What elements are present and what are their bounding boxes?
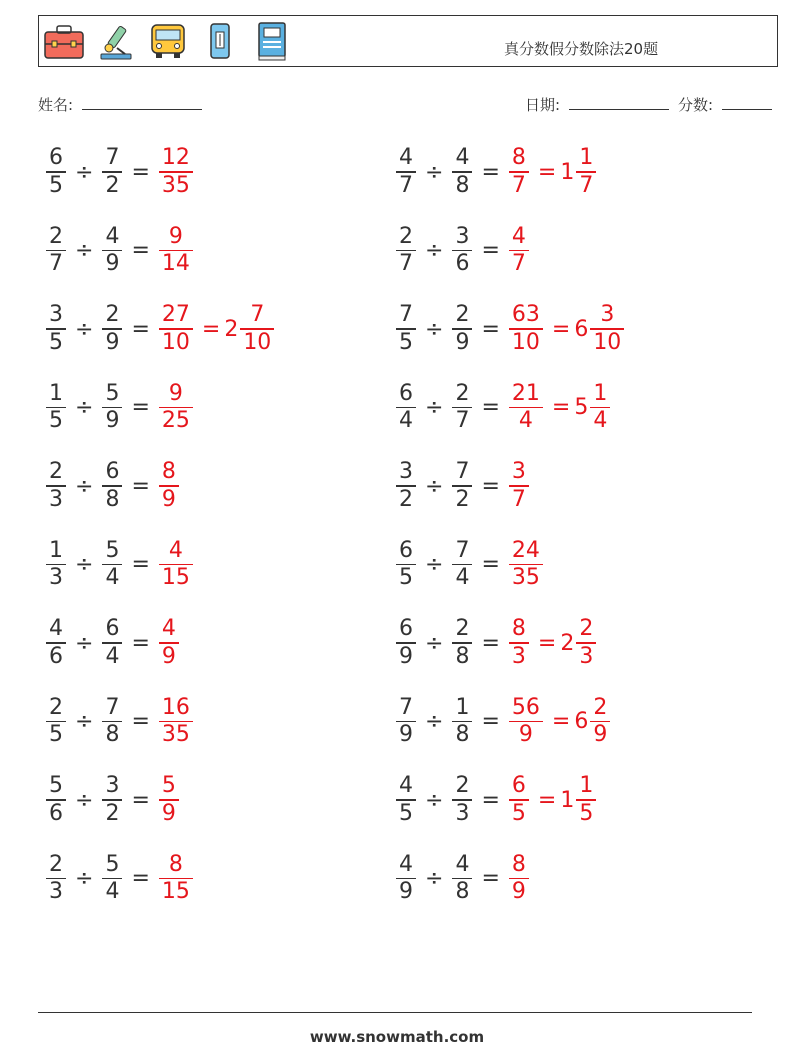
answer-fraction-numerator: 8 xyxy=(168,851,183,877)
name-blank xyxy=(82,95,202,110)
equals-sign: = xyxy=(131,709,150,734)
score-field xyxy=(678,94,772,115)
answer-fraction-numerator: 4 xyxy=(168,537,183,563)
equals-sign-mixed: = xyxy=(537,159,557,185)
problem-item xyxy=(45,378,194,438)
divisor-fraction-denominator: 2 xyxy=(105,800,120,826)
equals-sign: = xyxy=(481,316,500,342)
divisor-fraction xyxy=(452,224,472,278)
dividend-fraction xyxy=(396,852,416,906)
dividend-fraction-denominator: 2 xyxy=(399,486,413,512)
dividend-fraction-denominator: 5 xyxy=(49,172,63,198)
school-bus-icon xyxy=(147,20,189,62)
problem-item xyxy=(45,142,194,202)
divide-sign: ÷ xyxy=(75,159,94,185)
dividend-fraction xyxy=(396,224,416,278)
answer-fraction-numerator: 3 xyxy=(511,459,526,485)
problem-item xyxy=(45,692,194,752)
equals-sign: = xyxy=(131,395,150,420)
divisor-fraction xyxy=(102,381,122,435)
equals-sign: = xyxy=(131,630,150,656)
divisor-fraction xyxy=(102,852,122,906)
dividend-fraction xyxy=(396,302,416,356)
answer-fraction-denominator: 35 xyxy=(161,172,190,198)
answer-fraction xyxy=(509,145,529,199)
answer-fraction xyxy=(509,381,543,435)
divisor-fraction-denominator: 7 xyxy=(455,408,470,434)
answer-fraction-numerator: 8 xyxy=(511,616,526,642)
dividend-fraction-denominator: 9 xyxy=(399,879,413,905)
answer-fraction xyxy=(509,302,543,356)
equals-sign: = xyxy=(481,473,500,499)
answer-fraction-numerator: 8 xyxy=(511,851,526,877)
dividend-fraction xyxy=(46,773,66,827)
dividend-fraction-denominator: 3 xyxy=(49,565,63,591)
divisor-fraction-denominator: 8 xyxy=(105,486,120,512)
answer-fraction xyxy=(509,224,529,278)
divide-sign: ÷ xyxy=(425,866,444,891)
dividend-fraction-denominator: 5 xyxy=(399,565,413,591)
answer-fraction-denominator: 9 xyxy=(161,486,176,512)
answer-fraction-numerator: 21 xyxy=(511,380,540,406)
answer-fraction-numerator: 63 xyxy=(511,302,540,328)
mixed-fraction-denominator: 7 xyxy=(579,172,594,198)
problem-item xyxy=(45,299,275,359)
divisor-fraction-numerator: 7 xyxy=(455,459,470,485)
name-label: 姓名: xyxy=(38,96,74,114)
answer-fraction xyxy=(159,852,193,906)
mixed-fraction xyxy=(576,145,596,199)
footer-divider xyxy=(38,1012,752,1013)
microscope-icon xyxy=(95,20,137,62)
dividend-fraction-denominator: 3 xyxy=(49,879,63,905)
answer-fraction-numerator: 27 xyxy=(161,302,190,328)
answer-fraction-denominator: 5 xyxy=(511,800,526,826)
divisor-fraction-denominator: 2 xyxy=(105,172,120,198)
dividend-fraction-numerator: 2 xyxy=(49,851,63,877)
dividend-fraction-numerator: 4 xyxy=(49,616,63,642)
answer-fraction-numerator: 5 xyxy=(161,773,176,799)
divisor-fraction-denominator: 4 xyxy=(455,565,470,591)
dividend-fraction-denominator: 7 xyxy=(399,251,413,277)
divide-sign: ÷ xyxy=(75,238,94,263)
divide-sign: ÷ xyxy=(425,159,444,185)
answer-fraction-numerator: 9 xyxy=(168,223,183,249)
divide-sign: ÷ xyxy=(75,866,94,891)
dividend-fraction-denominator: 6 xyxy=(49,643,63,669)
mixed-fraction xyxy=(590,381,610,435)
problem-item xyxy=(395,299,625,359)
answer-fraction xyxy=(509,459,529,513)
divisor-fraction xyxy=(452,616,472,670)
divisor-fraction-numerator: 2 xyxy=(455,616,470,642)
equals-sign-mixed: = xyxy=(551,316,571,342)
divisor-fraction-numerator: 5 xyxy=(105,851,120,877)
divisor-fraction-denominator: 8 xyxy=(455,643,470,669)
divide-sign: ÷ xyxy=(425,630,444,656)
answer-fraction xyxy=(509,695,543,749)
divisor-fraction xyxy=(102,459,122,513)
divisor-fraction xyxy=(452,381,472,435)
score-blank xyxy=(722,95,772,110)
dividend-fraction-numerator: 4 xyxy=(399,773,413,799)
divisor-fraction xyxy=(102,302,122,356)
book-icon xyxy=(251,20,293,62)
answer-fraction xyxy=(509,616,529,670)
divisor-fraction-denominator: 2 xyxy=(455,486,470,512)
problem-item xyxy=(395,535,544,595)
mixed-fraction-denominator: 9 xyxy=(593,722,608,748)
answer-fraction-numerator: 4 xyxy=(511,223,526,249)
worksheet-header xyxy=(38,15,778,67)
divide-sign: ÷ xyxy=(75,473,94,499)
equals-sign: = xyxy=(131,473,150,499)
divisor-fraction-denominator: 4 xyxy=(105,565,120,591)
problem-item xyxy=(45,456,180,516)
dividend-fraction-numerator: 6 xyxy=(399,537,413,563)
dividend-fraction-denominator: 4 xyxy=(399,408,413,434)
equals-sign: = xyxy=(481,395,500,420)
footer-url: www.snowmath.com xyxy=(309,1028,485,1046)
divisor-fraction-numerator: 2 xyxy=(455,773,470,799)
divisor-fraction-numerator: 3 xyxy=(105,773,120,799)
problem-item xyxy=(395,378,611,438)
answer-fraction-numerator: 56 xyxy=(511,694,540,720)
problem-item xyxy=(395,849,530,909)
divisor-fraction xyxy=(102,538,122,592)
mixed-fraction-denominator: 10 xyxy=(593,329,622,355)
mixed-whole-number: 1 xyxy=(560,159,575,185)
dividend-fraction-numerator: 3 xyxy=(49,302,63,328)
answer-fraction-numerator: 4 xyxy=(161,616,176,642)
divide-sign: ÷ xyxy=(425,787,444,813)
divisor-fraction xyxy=(452,145,472,199)
answer-fraction-numerator: 8 xyxy=(161,459,176,485)
equals-sign: = xyxy=(131,787,150,813)
problem-item xyxy=(395,142,597,202)
mixed-fraction-numerator: 1 xyxy=(593,380,608,406)
equals-sign-mixed: = xyxy=(537,787,557,813)
divide-sign: ÷ xyxy=(75,709,94,734)
answer-fraction-denominator: 35 xyxy=(511,565,540,591)
divisor-fraction xyxy=(452,695,472,749)
divisor-fraction-denominator: 6 xyxy=(455,251,470,277)
divisor-fraction-denominator: 9 xyxy=(105,408,120,434)
answer-fraction-denominator: 7 xyxy=(511,172,526,198)
divisor-fraction-numerator: 7 xyxy=(105,145,120,171)
divisor-fraction xyxy=(102,145,122,199)
answer-fraction-numerator: 6 xyxy=(511,773,526,799)
answer-fraction-numerator: 16 xyxy=(161,694,190,720)
answer-fraction xyxy=(159,224,193,278)
answer-fraction-denominator: 14 xyxy=(161,251,190,277)
answer-fraction-numerator: 8 xyxy=(511,145,526,171)
answer-fraction-denominator: 25 xyxy=(161,408,190,434)
divisor-fraction-numerator: 5 xyxy=(105,380,120,406)
dividend-fraction xyxy=(46,695,66,749)
equals-sign: = xyxy=(131,159,150,185)
answer-fraction-denominator: 35 xyxy=(161,722,190,748)
equals-sign: = xyxy=(481,866,500,891)
score-label: 分数: xyxy=(678,96,714,114)
dividend-fraction xyxy=(396,773,416,827)
dividend-fraction xyxy=(46,616,66,670)
dividend-fraction xyxy=(396,145,416,199)
problem-item xyxy=(45,613,180,673)
mixed-fraction xyxy=(576,616,596,670)
name-field xyxy=(38,94,202,115)
answer-fraction xyxy=(159,616,179,670)
dividend-fraction-denominator: 3 xyxy=(49,486,63,512)
mixed-fraction-numerator: 1 xyxy=(579,145,594,171)
mixed-fraction-denominator: 3 xyxy=(579,643,594,669)
answer-fraction-numerator: 9 xyxy=(168,380,183,406)
equals-sign-mixed: = xyxy=(551,709,571,734)
divide-sign: ÷ xyxy=(75,787,94,813)
dividend-fraction-numerator: 6 xyxy=(49,145,63,171)
toolbox-icon xyxy=(43,20,85,62)
dividend-fraction-denominator: 7 xyxy=(49,251,63,277)
answer-fraction-denominator: 9 xyxy=(511,879,526,905)
dividend-fraction-denominator: 5 xyxy=(399,329,413,355)
mixed-fraction-denominator: 4 xyxy=(593,408,608,434)
divisor-fraction-denominator: 3 xyxy=(455,800,470,826)
divisor-fraction-numerator: 2 xyxy=(455,380,470,406)
mixed-whole-number: 2 xyxy=(224,316,239,342)
divisor-fraction-denominator: 4 xyxy=(105,643,120,669)
dividend-fraction-numerator: 7 xyxy=(399,694,413,720)
answer-fraction-denominator: 9 xyxy=(518,722,533,748)
equals-sign-mixed: = xyxy=(551,395,571,420)
divisor-fraction xyxy=(452,459,472,513)
divisor-fraction-numerator: 2 xyxy=(455,302,470,328)
problem-item xyxy=(45,535,194,595)
equals-sign-mixed: = xyxy=(537,630,557,656)
equals-sign: = xyxy=(481,630,500,656)
divide-sign: ÷ xyxy=(425,473,444,499)
dividend-fraction xyxy=(46,224,66,278)
divisor-fraction xyxy=(102,695,122,749)
worksheet-title: 真分数假分数除法20题 xyxy=(504,40,659,58)
equals-sign: = xyxy=(481,238,500,263)
dividend-fraction-numerator: 4 xyxy=(399,851,413,877)
date-label: 日期: xyxy=(525,96,561,114)
dividend-fraction-numerator: 3 xyxy=(399,459,413,485)
answer-fraction-denominator: 15 xyxy=(161,879,190,905)
mixed-whole-number: 2 xyxy=(560,630,575,656)
divisor-fraction-denominator: 9 xyxy=(455,329,470,355)
answer-fraction-denominator: 7 xyxy=(511,251,526,277)
divisor-fraction-denominator: 9 xyxy=(105,329,120,355)
answer-fraction xyxy=(159,381,193,435)
problem-item xyxy=(45,770,180,830)
dividend-fraction-numerator: 4 xyxy=(399,145,413,171)
dividend-fraction xyxy=(396,616,416,670)
dividend-fraction-numerator: 5 xyxy=(49,773,63,799)
divisor-fraction xyxy=(102,616,122,670)
dividend-fraction xyxy=(46,852,66,906)
sharpener-icon xyxy=(199,20,241,62)
divisor-fraction-denominator: 8 xyxy=(105,722,120,748)
answer-fraction-denominator: 3 xyxy=(511,643,526,669)
divisor-fraction xyxy=(452,852,472,906)
divisor-fraction xyxy=(452,538,472,592)
mixed-whole-number: 5 xyxy=(574,395,589,420)
answer-fraction-denominator: 9 xyxy=(161,800,176,826)
divisor-fraction xyxy=(452,773,472,827)
mixed-whole-number: 6 xyxy=(574,709,589,734)
divide-sign: ÷ xyxy=(425,709,444,734)
answer-fraction xyxy=(509,538,543,592)
dividend-fraction xyxy=(396,538,416,592)
divide-sign: ÷ xyxy=(425,316,444,342)
answer-fraction-denominator: 10 xyxy=(511,329,540,355)
divisor-fraction-numerator: 3 xyxy=(455,223,470,249)
divisor-fraction-numerator: 6 xyxy=(105,459,120,485)
equals-sign: = xyxy=(481,709,500,734)
dividend-fraction-numerator: 1 xyxy=(49,380,63,406)
divide-sign: ÷ xyxy=(425,395,444,420)
answer-fraction xyxy=(509,852,529,906)
answer-fraction-denominator: 9 xyxy=(161,643,176,669)
dividend-fraction-denominator: 7 xyxy=(399,172,413,198)
equals-sign: = xyxy=(481,159,500,185)
equals-sign-mixed: = xyxy=(201,316,221,342)
equals-sign: = xyxy=(131,238,150,263)
divisor-fraction xyxy=(452,302,472,356)
divide-sign: ÷ xyxy=(425,238,444,263)
divisor-fraction-numerator: 5 xyxy=(105,537,120,563)
answer-fraction xyxy=(159,538,193,592)
dividend-fraction xyxy=(46,538,66,592)
answer-fraction xyxy=(159,773,179,827)
answer-fraction-denominator: 15 xyxy=(161,565,190,591)
divisor-fraction-numerator: 4 xyxy=(455,145,470,171)
divisor-fraction-numerator: 1 xyxy=(455,694,470,720)
dividend-fraction-numerator: 2 xyxy=(399,223,413,249)
answer-fraction xyxy=(509,773,529,827)
answer-fraction-numerator: 24 xyxy=(511,537,540,563)
equals-sign: = xyxy=(131,552,150,577)
dividend-fraction-denominator: 5 xyxy=(49,722,63,748)
mixed-fraction-numerator: 2 xyxy=(593,694,608,720)
problem-item xyxy=(45,849,194,909)
mixed-fraction-numerator: 3 xyxy=(600,302,615,328)
divide-sign: ÷ xyxy=(75,552,94,577)
mixed-fraction xyxy=(590,695,610,749)
divisor-fraction-numerator: 2 xyxy=(105,302,120,328)
mixed-fraction xyxy=(576,773,596,827)
divide-sign: ÷ xyxy=(75,630,94,656)
divide-sign: ÷ xyxy=(425,552,444,577)
dividend-fraction xyxy=(46,302,66,356)
mixed-fraction xyxy=(590,302,624,356)
dividend-fraction-denominator: 5 xyxy=(49,408,63,434)
dividend-fraction-numerator: 6 xyxy=(399,380,413,406)
divide-sign: ÷ xyxy=(75,395,94,420)
problem-item xyxy=(395,770,597,830)
dividend-fraction-denominator: 9 xyxy=(399,643,413,669)
answer-fraction xyxy=(159,459,179,513)
equals-sign: = xyxy=(131,316,150,342)
dividend-fraction-numerator: 2 xyxy=(49,459,63,485)
date-field xyxy=(525,94,669,115)
dividend-fraction-denominator: 5 xyxy=(49,329,63,355)
divisor-fraction xyxy=(102,773,122,827)
dividend-fraction-numerator: 7 xyxy=(399,302,413,328)
equals-sign: = xyxy=(131,866,150,891)
divisor-fraction-numerator: 7 xyxy=(455,537,470,563)
dividend-fraction xyxy=(396,695,416,749)
dividend-fraction xyxy=(396,459,416,513)
dividend-fraction-denominator: 9 xyxy=(399,722,413,748)
mixed-fraction-numerator: 2 xyxy=(579,616,594,642)
problem-item xyxy=(395,692,611,752)
divisor-fraction-numerator: 7 xyxy=(105,694,120,720)
mixed-fraction-denominator: 5 xyxy=(579,800,594,826)
divisor-fraction-numerator: 4 xyxy=(455,851,470,877)
dividend-fraction xyxy=(46,145,66,199)
divisor-fraction-numerator: 4 xyxy=(105,223,120,249)
divisor-fraction-denominator: 8 xyxy=(455,722,470,748)
answer-fraction-denominator: 4 xyxy=(518,408,533,434)
divisor-fraction-denominator: 9 xyxy=(105,251,120,277)
dividend-fraction xyxy=(396,381,416,435)
mixed-fraction xyxy=(240,302,274,356)
answer-fraction-numerator: 12 xyxy=(161,145,190,171)
mixed-whole-number: 1 xyxy=(560,787,575,813)
answer-fraction-denominator: 7 xyxy=(511,486,526,512)
dividend-fraction xyxy=(46,381,66,435)
divisor-fraction xyxy=(102,224,122,278)
mixed-fraction-numerator: 7 xyxy=(250,302,265,328)
divisor-fraction-denominator: 8 xyxy=(455,172,470,198)
problem-item xyxy=(45,221,194,281)
answer-fraction xyxy=(159,302,193,356)
problem-item xyxy=(395,221,530,281)
dividend-fraction-numerator: 1 xyxy=(49,537,63,563)
answer-fraction xyxy=(159,145,193,199)
answer-fraction xyxy=(159,695,193,749)
mixed-whole-number: 6 xyxy=(574,316,589,342)
date-blank xyxy=(569,95,669,110)
problem-item xyxy=(395,613,597,673)
dividend-fraction-numerator: 2 xyxy=(49,223,63,249)
header-icons xyxy=(43,20,293,62)
equals-sign: = xyxy=(481,552,500,577)
divisor-fraction-denominator: 4 xyxy=(105,879,120,905)
dividend-fraction-numerator: 6 xyxy=(399,616,413,642)
mixed-fraction-numerator: 1 xyxy=(579,773,594,799)
answer-fraction-denominator: 10 xyxy=(161,329,190,355)
divide-sign: ÷ xyxy=(75,316,94,342)
equals-sign: = xyxy=(481,787,500,813)
dividend-fraction-denominator: 5 xyxy=(399,800,413,826)
dividend-fraction xyxy=(46,459,66,513)
divisor-fraction-denominator: 8 xyxy=(455,879,470,905)
mixed-fraction-denominator: 10 xyxy=(243,329,272,355)
problem-item xyxy=(395,456,530,516)
dividend-fraction-denominator: 6 xyxy=(49,800,63,826)
dividend-fraction-numerator: 2 xyxy=(49,694,63,720)
divisor-fraction-numerator: 6 xyxy=(105,616,120,642)
